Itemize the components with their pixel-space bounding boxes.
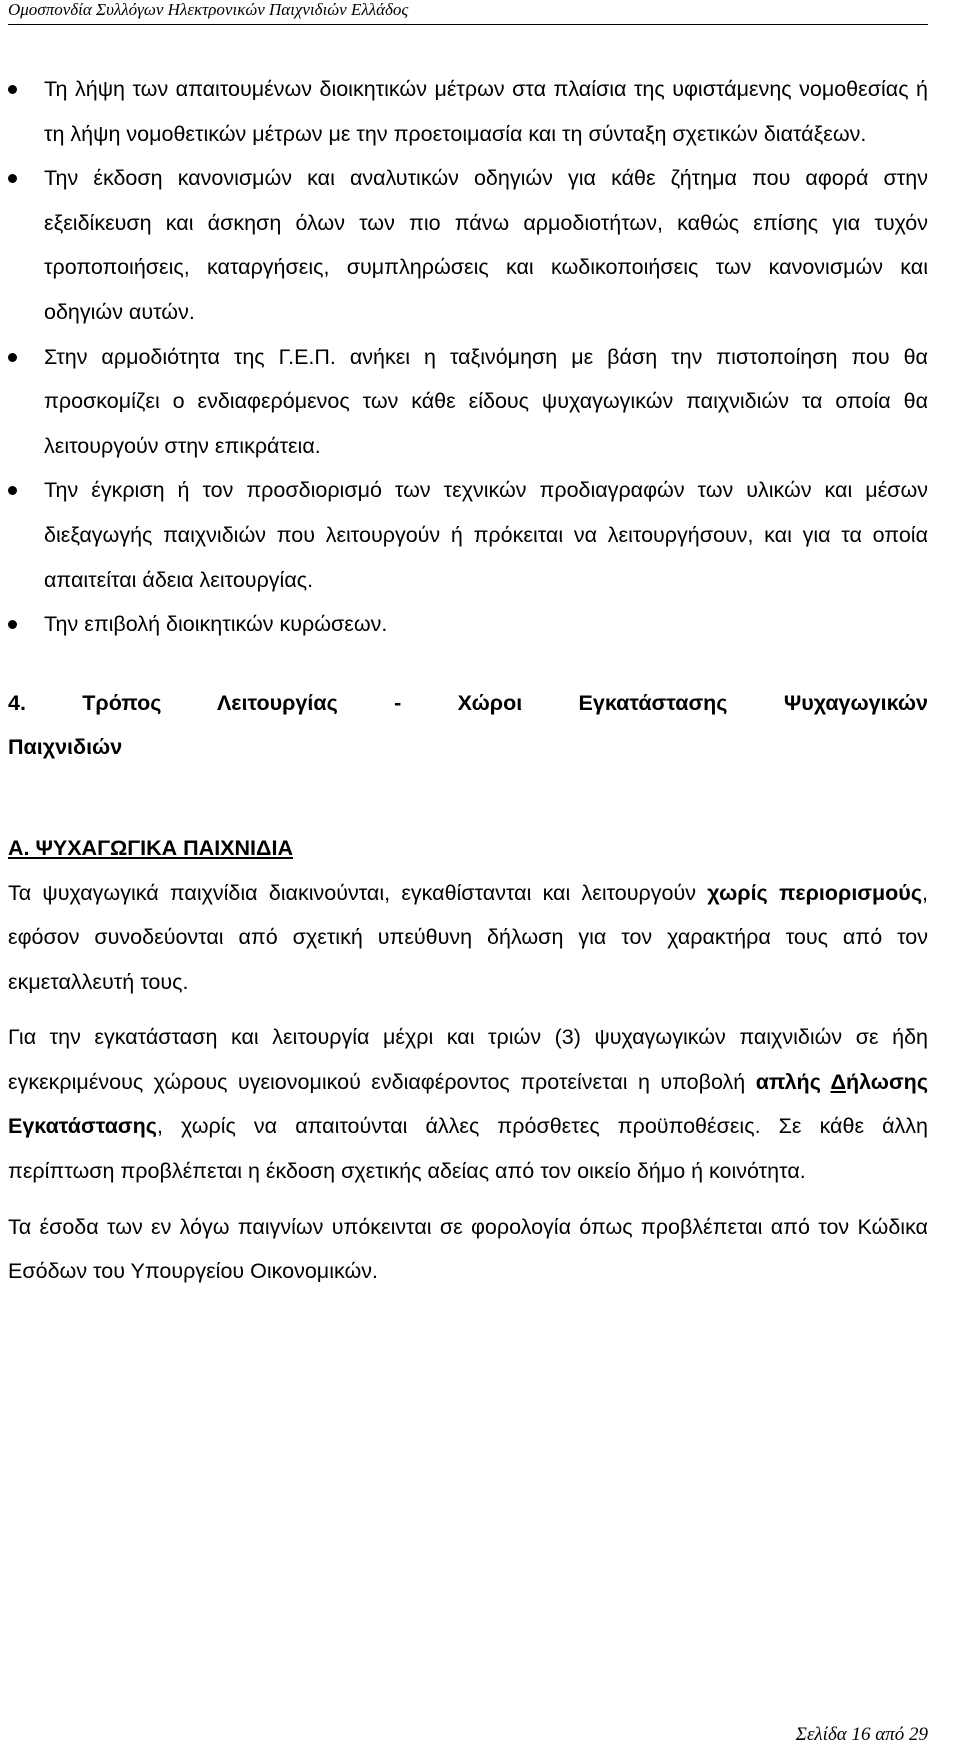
emphasis-text: ήλωσης Εγκατάστασης [8, 1069, 928, 1139]
bullet-list [8, 67, 928, 647]
emphasis-underlined-letter: Δ [830, 1069, 846, 1094]
bullet-icon [8, 353, 17, 362]
bullet-item [8, 67, 928, 156]
paragraph-text: , εφόσον συνοδεύονται από σχετική υπεύθυνη δήλωση για τον χαρακτήρα τους από τον εκμεταλλευτή τους. [8, 880, 928, 994]
bullet-icon [8, 85, 17, 94]
header-title: Ομοσπονδία Συλλόγων Ηλεκτρονικών Παιχνιδιών Ελλάδος [8, 0, 409, 19]
bullet-item [8, 156, 928, 334]
bullet-item [8, 602, 928, 647]
running-header [8, 0, 928, 25]
page-number-label: Σελίδα 16 από 29 [795, 1724, 928, 1745]
bullet-text: Την έκδοση κανονισμών και αναλυτικών οδηγιών για κάθε ζήτημα που αφορά στην εξειδίκευση και άσκηση όλων των πιο πάνω αρμοδιοτήτων, καθώς επίσης για τυχόν τροποποιήσεις, καταργήσεις, συμπληρώσεις και κωδικοποιήσεις των κανονισμών και οδηγιών αυτών. [44, 166, 928, 324]
paragraph-installation [8, 1015, 928, 1193]
bullet-text: Την έγκριση ή τον προσδιορισμό των τεχνικών προδιαγραφών των υλικών και μέσων διεξαγωγής παιχνιδιών που λειτουργούν ή πρόκειται να λειτουργήσουν, και για τα οποία απαιτείται άδεια λειτουργίας. [44, 478, 928, 592]
paragraph-taxation [8, 1205, 928, 1294]
bullet-text: Τη λήψη των απαιτουμένων διοικητικών μέτρων στα πλαίσια της υφιστάμενης νομοθεσίας ή τη λήψη νομοθετικών μέτρων με την προετοιμασία και τη σύνταξη σχετικών διατάξεων. [44, 77, 928, 146]
paragraph-text: Τα ψυχαγωγικά παιχνίδια διακινούνται, εγκαθίστανται και λειτουργούν [8, 880, 708, 905]
paragraph-text: Για την εγκατάσταση και λειτουργία μέχρι και τριών (3) ψυχαγωγικών παιχνιδιών σε ήδη εγκεκριμένους χώρους υγειονομικού ενδιαφέροντος προτείνεται η υποβολή [8, 1025, 928, 1094]
subsection-heading: Α. ΨΥΧΑΓΩΓΙΚΑ ΠΑΙΧΝΙΔΙΑ [8, 835, 293, 860]
page-number [796, 1724, 928, 1746]
paragraph-text: , χωρίς να απαιτούνται άλλες πρόσθετες προϋποθέσεις. Σε κάθε άλλη περίπτωση προβλέπεται η έκδοση σχετικής αδείας από τον οικείο δήμο ή κοινότητα. [8, 1114, 928, 1184]
emphasis-text: απλής [755, 1069, 831, 1094]
bullet-icon [8, 486, 17, 495]
paragraph-free-operation [8, 871, 928, 1005]
page-body [8, 67, 928, 1305]
emphasis-text: χωρίς περιορισμούς [707, 880, 922, 905]
bullet-text: Την επιβολή διοικητικών κυρώσεων. [44, 612, 388, 637]
section-heading-continued: Παιχνιδιών [8, 735, 123, 760]
paragraph-text: Τα έσοδα των εν λόγω παιγνίων υπόκεινται σε φορολογία όπως προβλέπεται από τον Κώδικα Εσόδων του Υπουργείου Οικονομικών. [8, 1214, 928, 1284]
bullet-item [8, 335, 928, 469]
bullet-icon [8, 620, 17, 629]
section-heading: 4. Τρόπος Λειτουργίας - Χώροι Εγκατάστασης Ψυχαγωγικών [8, 690, 928, 715]
bullet-icon [8, 174, 17, 183]
bullet-text: Στην αρμοδιότητα της Γ.Ε.Π. ανήκει η ταξινόμηση με βάση την πιστοποίηση που θα προσκομίζει ο ενδιαφερόμενος των κάθε είδους ψυχαγωγικών παιχνιδιών τα οποία θα λειτουργούν στην επικράτεια. [44, 344, 928, 458]
bullet-item [8, 468, 928, 602]
